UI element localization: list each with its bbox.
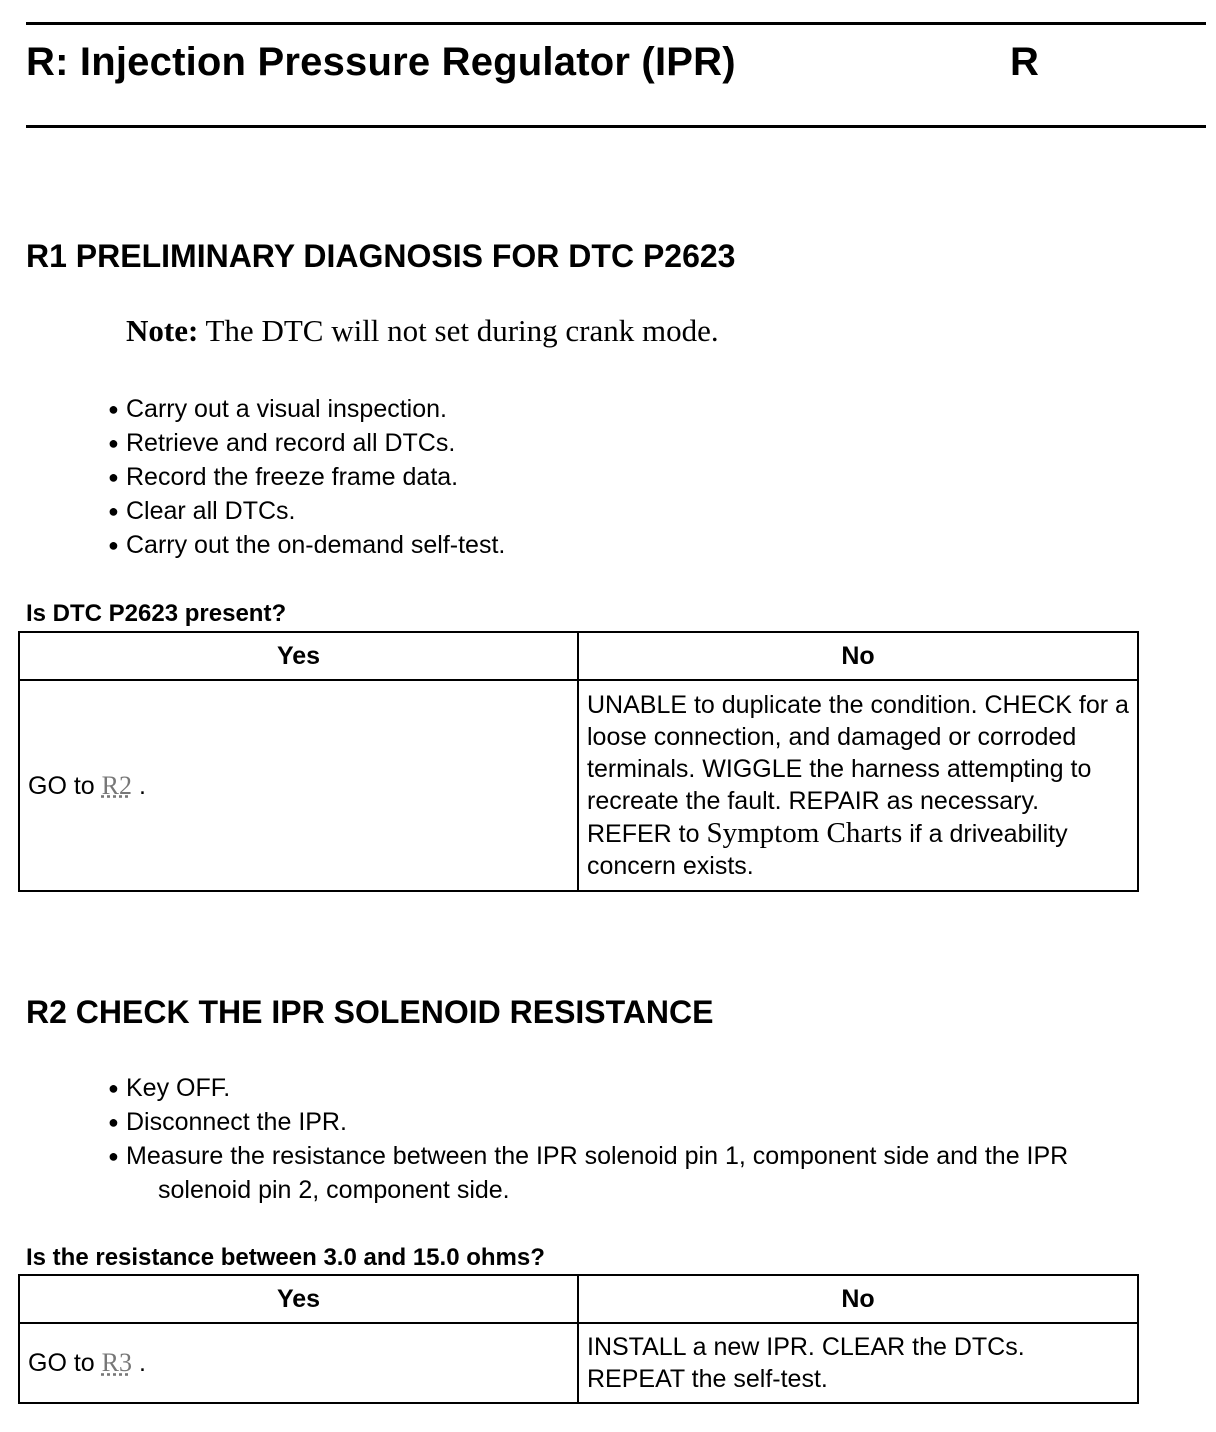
r1-question: Is DTC P2623 present? bbox=[26, 600, 287, 627]
r2-link[interactable]: R2 bbox=[101, 770, 132, 800]
yes-header: Yes bbox=[19, 1275, 578, 1323]
yes-cell: GO to R3 . bbox=[19, 1323, 578, 1403]
bullet-icon: ● bbox=[108, 501, 119, 521]
section-letter: R bbox=[1010, 40, 1039, 84]
table-header-row bbox=[19, 632, 1138, 680]
bullet-icon: ● bbox=[108, 535, 119, 555]
no-cell: INSTALL a new IPR. CLEAR the DTCs. REPEAT the self-test. bbox=[578, 1323, 1138, 1403]
header-bottom-rule bbox=[26, 125, 1206, 128]
r1-note bbox=[126, 313, 719, 349]
table-header-row bbox=[19, 1275, 1138, 1323]
list-item: ● Retrieve and record all DTCs. bbox=[108, 426, 505, 460]
table-row bbox=[19, 1323, 1138, 1403]
r1-step-list bbox=[108, 392, 505, 562]
page-title: R: Injection Pressure Regulator (IPR) bbox=[26, 40, 736, 84]
note-label: Note: bbox=[126, 313, 199, 348]
list-item: ● Record the freeze frame data. bbox=[108, 460, 505, 494]
r2-step-list bbox=[108, 1071, 1068, 1207]
bullet-icon: ● bbox=[108, 1146, 119, 1166]
bullet-icon: ● bbox=[108, 467, 119, 487]
table-row bbox=[19, 680, 1138, 891]
list-item: ● Clear all DTCs. bbox=[108, 494, 505, 528]
bullet-icon: ● bbox=[108, 433, 119, 453]
yes-header: Yes bbox=[19, 632, 578, 680]
r3-link[interactable]: R3 bbox=[101, 1348, 132, 1377]
yes-cell: GO to R2 . bbox=[19, 680, 578, 891]
no-header: No bbox=[578, 1275, 1138, 1323]
bullet-icon: ● bbox=[108, 1112, 119, 1132]
list-item: ● Measure the resistance between the IPR solenoid pin 1, component side and the IPR solenoid pin 2, component side. bbox=[108, 1139, 1068, 1207]
bullet-icon: ● bbox=[108, 399, 119, 419]
no-header: No bbox=[578, 632, 1138, 680]
no-cell: UNABLE to duplicate the condition. CHECK for a loose connection, and damaged or corroded terminals. WIGGLE the harness attempting to recreate the fault. REPAIR as necessary. REFER to Symptom Charts if a driveability concern exists. bbox=[578, 680, 1138, 891]
top-rule bbox=[26, 22, 1206, 25]
r2-heading: R2 CHECK THE IPR SOLENOID RESISTANCE bbox=[26, 994, 714, 1030]
r2-question: Is the resistance between 3.0 and 15.0 ohms? bbox=[26, 1244, 545, 1271]
bullet-icon: ● bbox=[108, 1078, 119, 1098]
symptom-charts-link[interactable]: Symptom Charts bbox=[706, 817, 903, 849]
r1-heading: R1 PRELIMINARY DIAGNOSIS FOR DTC P2623 bbox=[26, 238, 736, 274]
list-item: ● Key OFF. bbox=[108, 1071, 1068, 1105]
note-text: The DTC will not set during crank mode. bbox=[205, 313, 719, 348]
r1-answer-table bbox=[18, 631, 1139, 892]
list-item: ● Carry out a visual inspection. bbox=[108, 392, 505, 426]
r2-answer-table bbox=[18, 1274, 1139, 1404]
list-item: ● Carry out the on-demand self-test. bbox=[108, 528, 505, 562]
list-item: ● Disconnect the IPR. bbox=[108, 1105, 1068, 1139]
